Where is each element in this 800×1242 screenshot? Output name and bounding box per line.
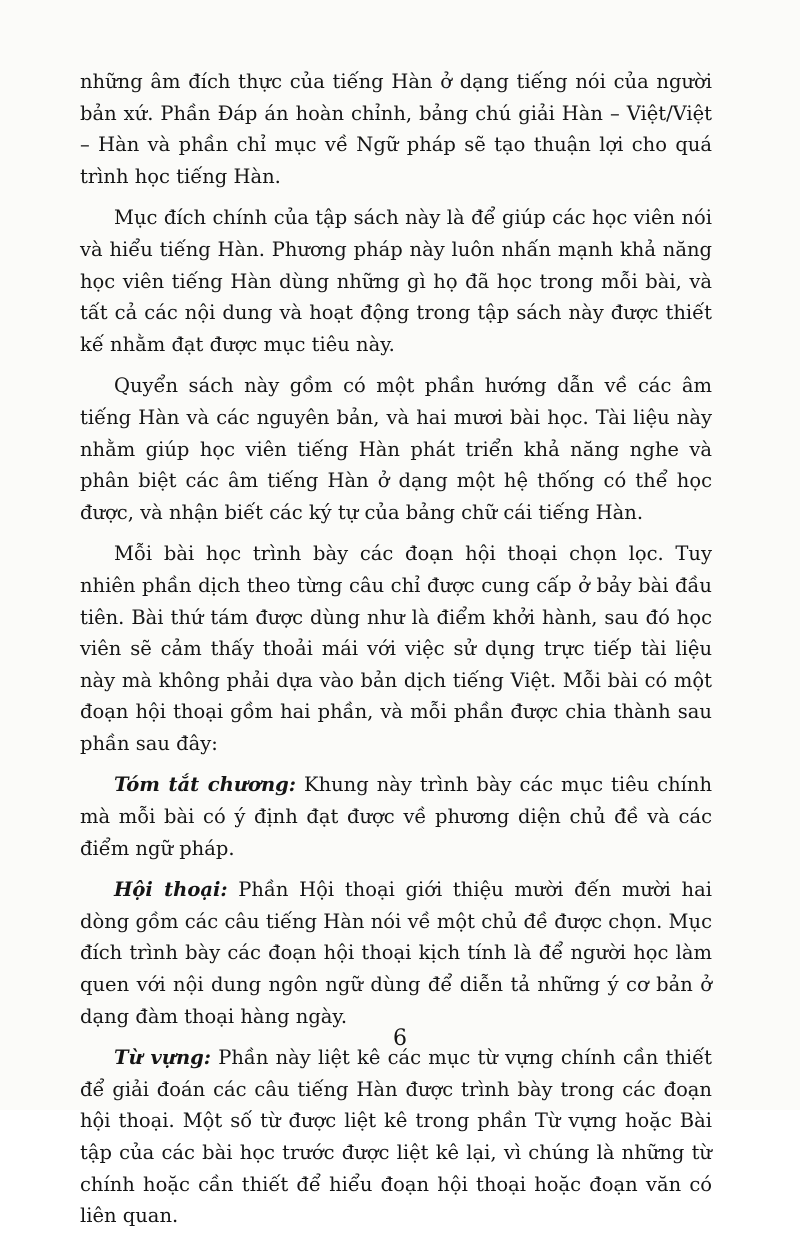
term-label-vocabulary: Từ vựng: [114,1046,211,1070]
term-text-summary: Khung này trình bày các mục tiêu chính mà mỗi bài có ý định đạt được về phương diện chủ đề và các điểm ngữ pháp. [80,773,712,860]
term-label-dialogue: Hội thoại: [114,878,228,902]
paragraph-2: Mục đích chính của tập sách này là để giúp các học viên nói và hiểu tiếng Hàn. Phương pháp này luôn nhấn mạnh khả năng học viên tiếng Hàn dùng những gì họ đã học trong mỗi bài, và tất cả các nội dung và hoạt động trong tập sách này được thiết kế nhằm đạt được mục tiêu này. [80,206,712,356]
term-paragraph-vocabulary [80,1042,712,1232]
term-text-dialogue: Phần Hội thoại giới thiệu mười đến mười hai dòng gồm các câu tiếng Hàn nói về một chủ đề được chọn. Mục đích trình bày các đoạn hội thoại kịch tính là để người học làm quen với nội dung ngôn ngữ dùng để diễn tả những ý cơ bản ở dạng đàm thoại hàng ngày. [80,878,712,1028]
term-label-summary: Tóm tắt chương: [114,773,296,797]
paragraph-4: Mỗi bài học trình bày các đoạn hội thoại chọn lọc. Tuy nhiên phần dịch theo từng câu chỉ được cung cấp ở bảy bài đầu tiên. Bài thứ tám được dùng như là điểm khởi hành, sau đó học viên sẽ cảm thấy thoải mái với việc sử dụng trực tiếp tài liệu này mà không phải dựa vào bản dịch tiếng Việt. Mỗi bài có một đoạn hội thoại gồm hai phần, và mỗi phần được chia thành sau phần sau đây: [80,542,712,755]
paragraph-3: Quyển sách này gồm có một phần hướng dẫn về các âm tiếng Hàn và các nguyên bản, và hai mươi bài học. Tài liệu này nhằm giúp học viên tiếng Hàn phát triển khả năng nghe và phân biệt các âm tiếng Hàn ở dạng một hệ thống có thể học được, và nhận biết các ký tự của bảng chữ cái tiếng Hàn. [80,374,712,524]
page-number: 6 [393,1026,407,1051]
body-text [80,66,712,1242]
term-paragraph-summary [80,769,712,864]
term-paragraph-dialogue [80,874,712,1032]
paragraph-1: những âm đích thực của tiếng Hàn ở dạng tiếng nói của người bản xứ. Phần Đáp án hoàn chỉnh, bảng chú giải Hàn – Việt/Việt – Hàn và phần chỉ mục về Ngữ pháp sẽ tạo thuận lợi cho quá trình học tiếng Hàn. [80,70,712,188]
term-text-vocabulary: Phần này liệt kê các mục từ vựng chính cần thiết để giải đoán các câu tiếng Hàn được trình bày trong các đoạn hội thoại. Một số từ được liệt kê trong phần Từ vựng hoặc Bài tập của các bài học trước được liệt kê lại, vì chúng là những từ chính hoặc cần thiết để hiểu đoạn hội thoại hoặc đoạn văn có liên quan. [80,1046,712,1228]
